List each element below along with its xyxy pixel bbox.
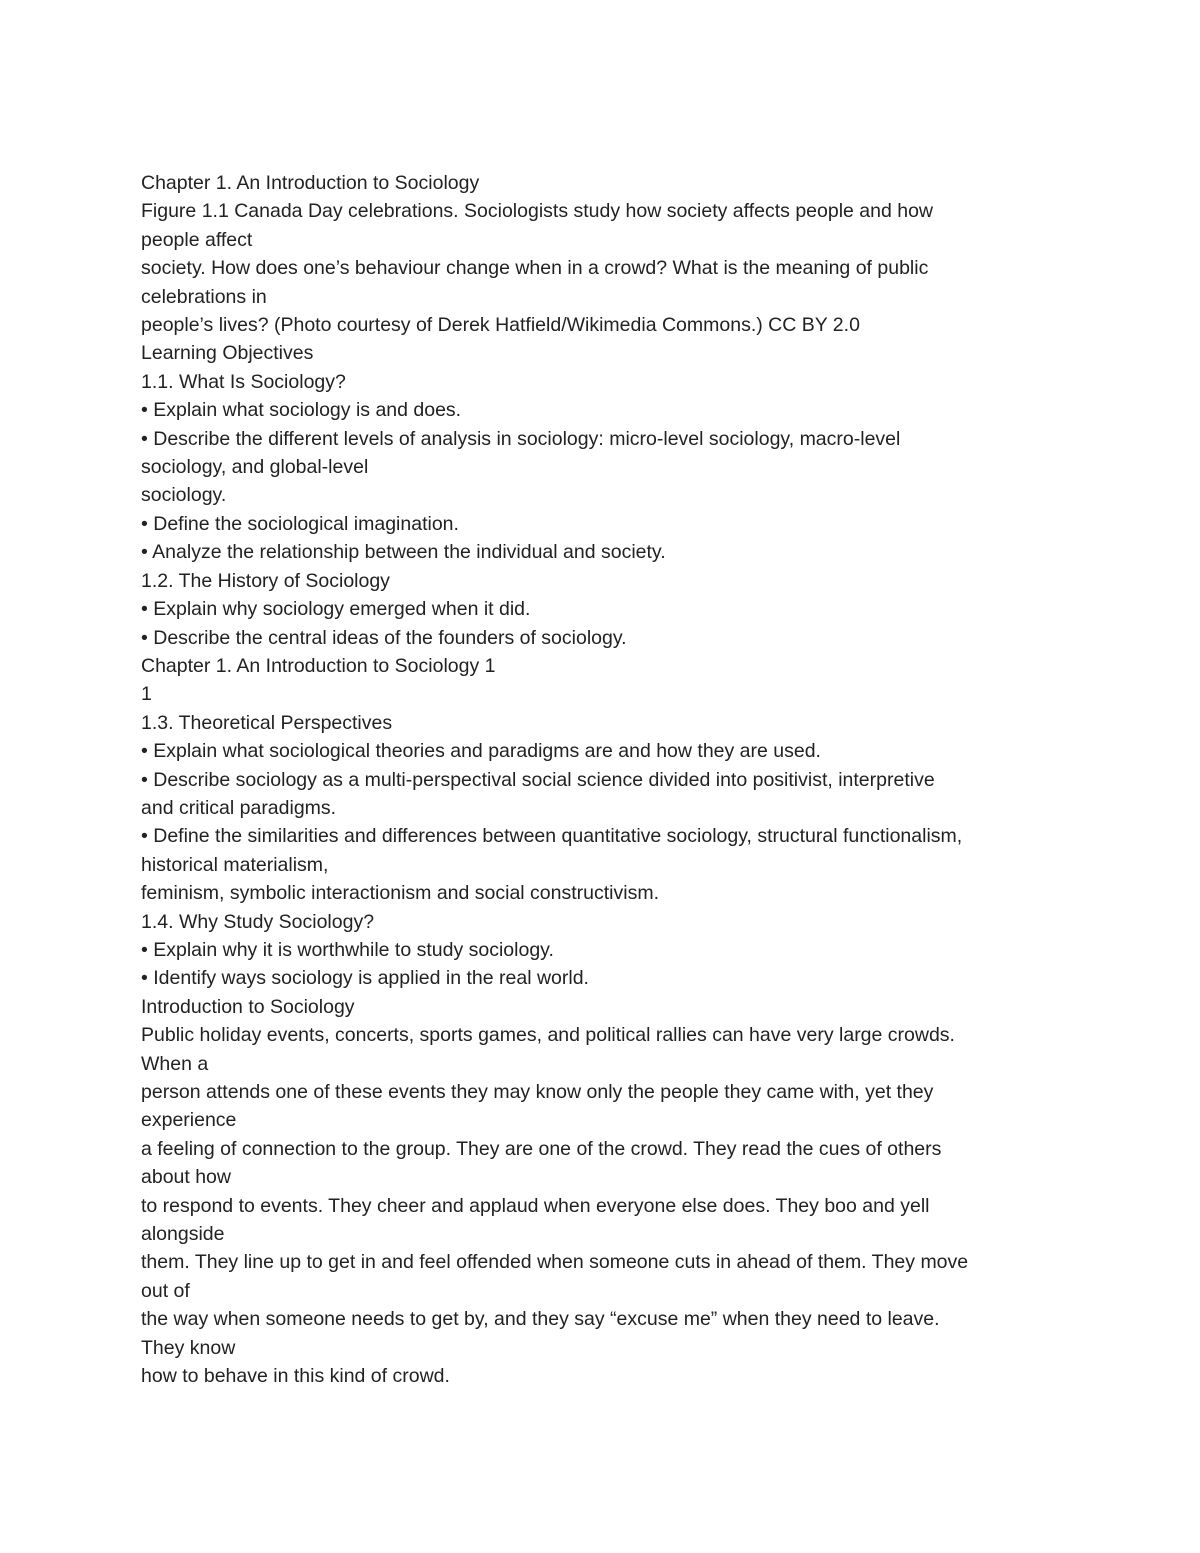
body-paragraph-line: out of [141,1279,190,1302]
figure-caption-line: people affect [141,228,253,251]
bullet-item-continuation: sociology, and global-level [141,456,369,479]
subsection-heading: 1.2. The History of Sociology [141,569,390,592]
document-page [141,169,1071,1390]
bullet-item: • Define the sociological imagination. [141,512,459,535]
bullet-item: • Describe the central ideas of the founders of sociology. [141,626,627,649]
body-paragraph-line: to respond to events. They cheer and applaud when everyone else does. They boo and yell [141,1194,930,1217]
subsection-heading: 1.1. What Is Sociology? [141,370,346,393]
bullet-item-continuation: and critical paradigms. [141,796,337,819]
bullet-item-continuation: sociology. [141,484,227,507]
figure-caption-line: people’s lives? (Photo courtesy of Derek Hatfield/Wikimedia Commons.) CC BY 2.0 [141,314,860,337]
figure-caption-line: Figure 1.1 Canada Day celebrations. Sociologists study how society affects people and how [141,200,934,223]
body-paragraph-line: When a [141,1052,209,1075]
body-paragraph-line: They know [141,1336,236,1359]
body-paragraph-line: how to behave in this kind of crowd. [141,1365,450,1388]
section-heading-learning-objectives: Learning Objectives [141,342,314,365]
bullet-item: • Describe sociology as a multi-perspectival social science divided into positivist, interpretive [141,768,935,791]
body-paragraph-line: a feeling of connection to the group. They are one of the crowd. They read the cues of others [141,1137,942,1160]
figure-caption-line: society. How does one’s behaviour change when in a crowd? What is the meaning of public [141,257,929,280]
bullet-item: • Analyze the relationship between the individual and society. [141,541,666,564]
bullet-item: • Explain what sociology is and does. [141,399,462,422]
bullet-item: • Identify ways sociology is applied in the real world. [141,967,589,990]
body-paragraph-line: about how [141,1166,231,1189]
body-paragraph-line: alongside [141,1223,225,1246]
bullet-item: • Explain why it is worthwhile to study sociology. [141,938,554,961]
body-paragraph-line: experience [141,1109,237,1132]
bullet-item: • Define the similarities and differences between quantitative sociology, structural functionalism, [141,825,963,848]
running-footer: Chapter 1. An Introduction to Sociology 1 [141,654,496,677]
subsection-heading: 1.4. Why Study Sociology? [141,910,375,933]
body-paragraph-line: Public holiday events, concerts, sports games, and political rallies can have very large crowds. [141,1024,955,1047]
bullet-item-continuation: historical materialism, [141,853,329,876]
bullet-item: • Explain what sociological theories and paradigms are and how they are used. [141,740,821,763]
bullet-item-continuation: feminism, symbolic interactionism and social constructivism. [141,882,659,905]
bullet-item: • Explain why sociology emerged when it did. [141,598,531,621]
figure-caption-line: celebrations in [141,285,267,308]
body-paragraph-line: person attends one of these events they may know only the people they came with, yet they [141,1081,934,1103]
bullet-item: • Describe the different levels of analysis in sociology: micro-level sociology, macro-level [141,427,901,450]
subsection-heading: 1.3. Theoretical Perspectives [141,711,393,734]
chapter-heading: Chapter 1. An Introduction to Sociology [141,172,480,194]
section-heading-introduction: Introduction to Sociology [141,995,355,1018]
page-number: 1 [141,683,152,706]
body-paragraph-line: them. They line up to get in and feel offended when someone cuts in ahead of them. They move [141,1251,969,1274]
body-paragraph-line: the way when someone needs to get by, and they say “excuse me” when they need to leave. [141,1308,940,1331]
